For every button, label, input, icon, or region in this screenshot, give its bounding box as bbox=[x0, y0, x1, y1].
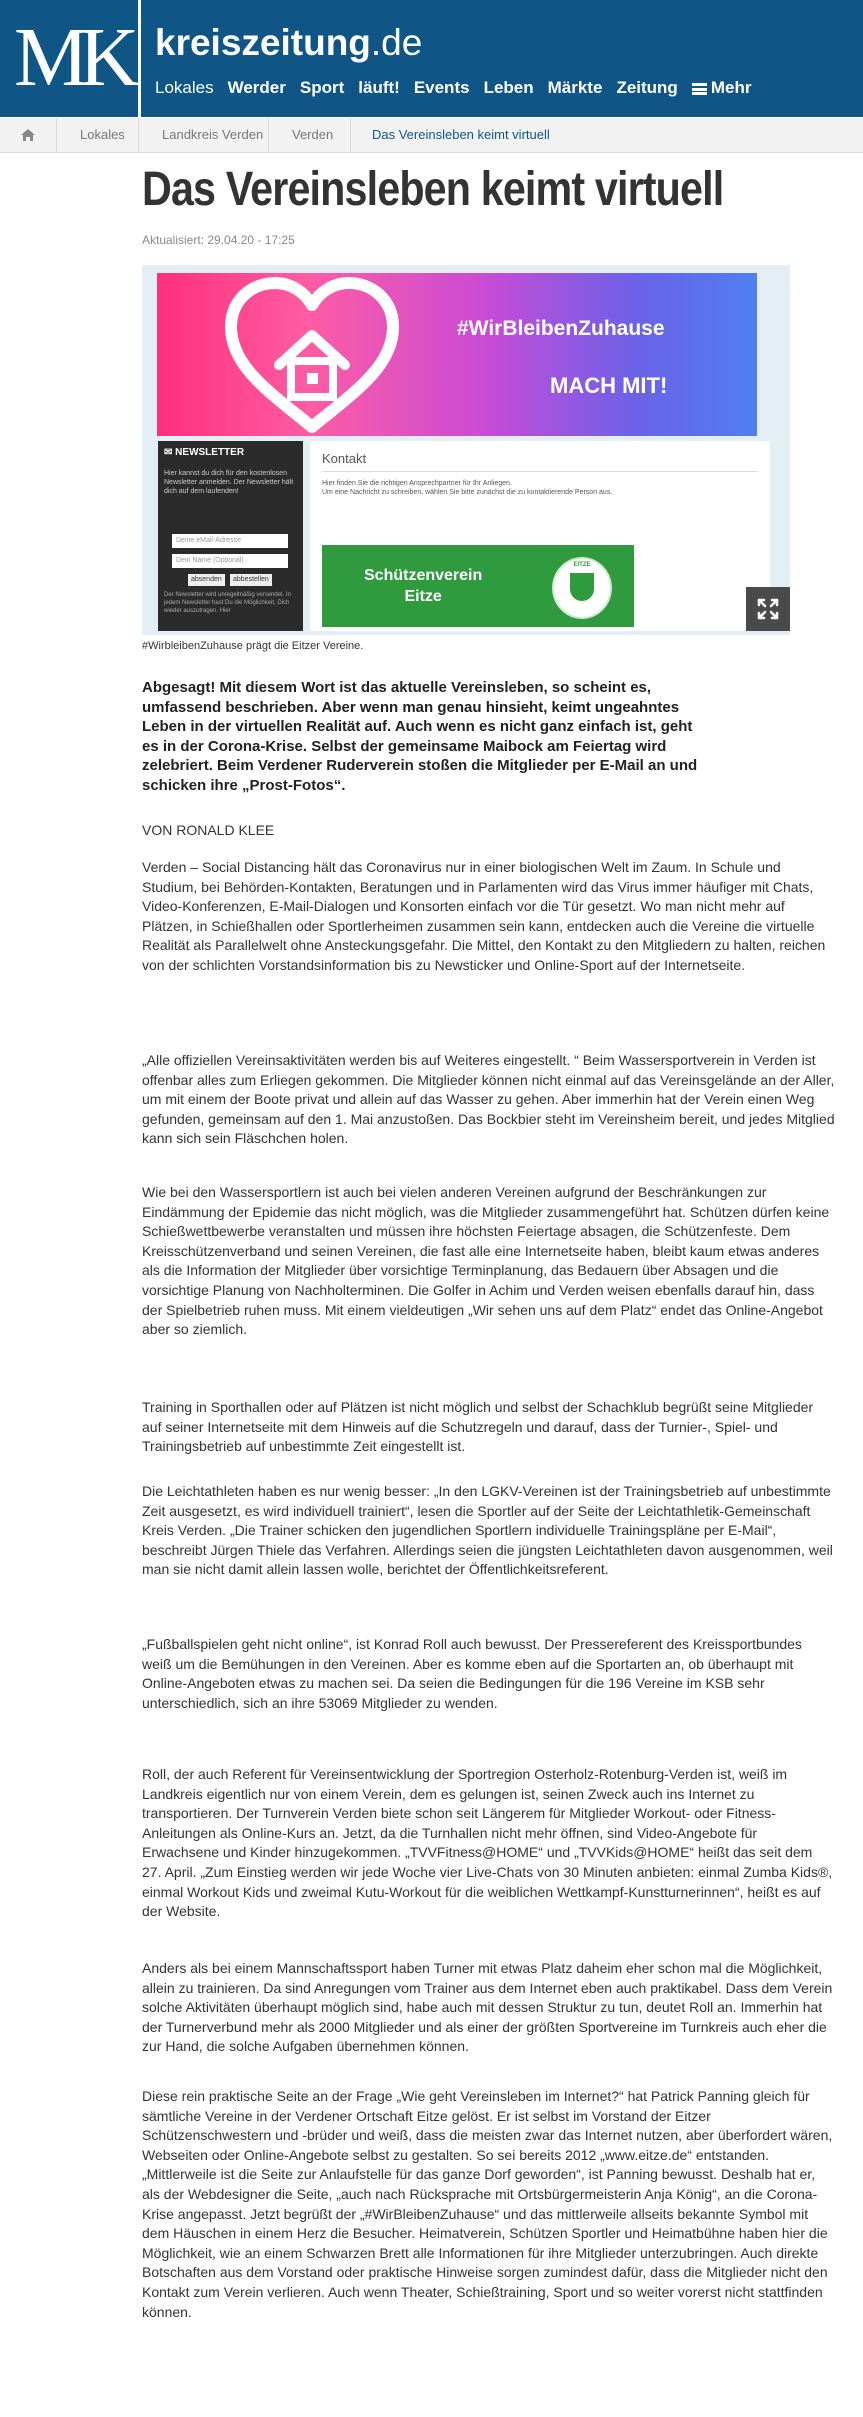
breadcrumb-separator bbox=[350, 118, 351, 152]
nav-item-mehr[interactable] bbox=[692, 78, 752, 98]
newsletter-text: Hier kannst du dich für den kostenlosen Newsletter anmelden. Der Newsletter hält dich auf dem laufenden! bbox=[164, 470, 294, 495]
contact-title: Kontakt bbox=[322, 451, 367, 466]
main-nav bbox=[155, 78, 765, 98]
newsletter-footer: Der Newsletter wird unregelmäßig versendet. In jedem Newsletter hast Du die Möglichkeit, Dich wieder auszutragen. Hier bbox=[164, 592, 292, 614]
brand-name[interactable] bbox=[155, 22, 422, 64]
article-paragraph: Die Leichtathleten haben es nur wenig besser: „In den LGKV-Vereinen ist der Trainingsbetrieb auf unbestimmte Zeit ausgesetzt, es wird individuell trainiert“, lesen die Sportler auf der Seite der Leichtathletik-Gemeinschaft Kreis Verden. „Die Trainer schicken den jugendlichen Sportlern individuelle Trainingspläne per E-Mail“, beschreibt Jürgen Thiele das Verfahren. Allerdings seien die jüngsten Leichtathleten davon ausgenommen, weil man sie nicht damit allein lassen wolle, berichtet der Öffentlichkeitsreferent. bbox=[142, 1483, 833, 1578]
breadcrumb-separator bbox=[56, 118, 57, 152]
article-paragraph: Verden – Social Distancing hält das Coronavirus nur in einer biologischen Welt im Zaum. In Schule und Studium, bei Behörden-Kontakten, Beratungen und in Parlamenten wird das Virus immer häufiger mit Chats, Video-Konferenzen, E-Mail-Dialogen und Konsorten einfach vor die Tür gesetzt. Wo man nicht mehr auf Plätzen, in Schießhallen oder Sportlerheimen zusammen sein kann, entdecken auch die Vereine die virtuelle Realität als Parallelwelt ohne Ansteckungsgefahr. Die Mittel, den Kontakt zu den Mitgliedern zu halten, reichen von der schlichten Vorstandsinformation bis zu Newsticker und Online-Sport auf der Internetseite. bbox=[142, 859, 826, 973]
breadcrumb-separator bbox=[268, 118, 269, 152]
banner-hashtag: #WirBleibenZuhause bbox=[457, 317, 665, 340]
contact-description: Hier finden Sie die richtigen Ansprechpartner für Ihr Anliegen. Um eine Nachricht zu schreiben, wählen Sie bitte zunächst die zu kontaktierende Person aus. bbox=[322, 480, 613, 496]
article-lead: Abgesagt! Mit diesem Wort ist das aktuelle Vereinsleben, so scheint es, umfassend beschrieben. Aber wenn man genau hinsieht, keimt ungeahntes Leben in der virtuellen Realität auf. Auch wenn es nicht ganz einfach ist, geht es in der Corona-Krise. Selbst der gemeinsame Maibock am Feiertag wird zelebriert. Beim Verdener Ruderverein stoßen die Mitglieder per E-Mail an und schicken ihre „Prost-Fotos“. bbox=[142, 679, 698, 794]
article-paragraph: Diese rein praktische Seite an der Frage „Wie geht Vereinsleben im Internet?“ hat Patrick Panning gleich für sämtliche Vereine in der Verdener Ortschaft Eitze gelöst. Er ist selbst im Vorstand der Eitzer Schützenschwestern und -brüder und weiß, dass die meisten zwar das Internet nutzen, aber überfordert wären, Webseiten oder Online-Angebote selbst zu gestalten. So sei bereits 2012 „www.eitze.de“ entstanden. „Mittlerweile ist die Seite zur Anlaufstelle für das ganze Dorf geworden“, ist Panning bewusst. Deshalb hat er, als der Webdesigner die Seite, „auch nach Rücksprache mit Ortsbürgermeisterin Anja König“, an die Corona-Krise angepasst. Jetzt begrüßt der „#WirBleibenZuhause“ und das mittlerweile allseits bekannte Symbol mit dem Häuschen in einem Herz die Besucher. Heimatverein, Schützen Sportler und Heimatbühne haben hier die Möglichkeit, wie an einem Schwarzen Brett alle Informationen für ihre Mitglieder unterzubringen. Auch direkte Botschaften aus dem Vorstand oder praktische Hinweise sorgen zumindest dafür, dass die Mitglieder nicht den Kontakt zum Verein verlieren. Auch wenn Theater, Schießtraining, Sport und so weiter vorerst nicht stattfinden können. bbox=[142, 2088, 833, 2320]
club-card bbox=[322, 545, 634, 627]
menu-icon bbox=[692, 83, 707, 95]
breadcrumb-item-verden[interactable]: Verden bbox=[292, 127, 334, 142]
nav-item-leben[interactable]: Leben bbox=[483, 78, 534, 97]
image-caption: #WirbleibenZuhause prägt die Eitzer Vereine. bbox=[142, 640, 364, 652]
expand-icon bbox=[746, 587, 790, 631]
brand-main: kreiszeitung bbox=[155, 22, 371, 63]
breadcrumb-item-lokales[interactable]: Lokales bbox=[80, 127, 125, 142]
article-paragraph: Training in Sporthallen oder auf Plätzen ist nicht möglich und selbst der Schachklub begrüßt seine Mitglieder auf seiner Internetseite mit dem Hinweis auf die Schutzregeln und darauf, dass der Turnier-, Spiel- und Trainingsbetrieb auf unbestimmte Zeit eingestellt ist. bbox=[142, 1399, 814, 1455]
newsletter-title: ✉ NEWSLETTER bbox=[164, 447, 245, 458]
breadcrumb-item-landkreis[interactable]: Landkreis Verden bbox=[162, 127, 264, 142]
newsletter-email-field: Deine eMail-Adresse bbox=[172, 534, 288, 548]
nav-item-sport[interactable]: Sport bbox=[299, 78, 345, 97]
club-card-text: Schützenverein Eitze bbox=[364, 567, 483, 605]
article-paragraph: „Alle offiziellen Vereinsaktivitäten werden bis auf Weiteres eingestellt. “ Beim Wassersportverein in Verden ist offenbar alles zum Erliegen gekommen. Die Mitglieder können nicht einmal auf das Vereinsgelände an der Aller, um mit einem der Boote privat und allein auf das Wasser zu gehen. Aber immerhin hat der Verein einen Weg gefunden, gemeinsam auf den 1. Mai anzustoßen. Das Bockbier steht im Vereinsheim bereit, und jedes Mitglied kann sich sein Fläschchen holen. bbox=[142, 1052, 835, 1147]
nav-item-maerkte[interactable]: Märkte bbox=[547, 78, 603, 97]
newsletter-send-button: absenden bbox=[188, 574, 225, 586]
newsletter-box bbox=[158, 441, 303, 631]
breadcrumb-item-current: Das Vereinsleben keimt virtuell bbox=[372, 127, 550, 142]
heart-house-icon bbox=[217, 269, 407, 439]
article-image[interactable] bbox=[142, 265, 790, 635]
expand-image-button[interactable] bbox=[746, 587, 790, 631]
home-icon[interactable] bbox=[20, 127, 36, 143]
site-logo[interactable] bbox=[0, 0, 141, 117]
banner-cta: MACH MIT! bbox=[550, 373, 668, 398]
image-banner bbox=[157, 273, 757, 436]
nav-item-events[interactable]: Events bbox=[413, 78, 470, 97]
nav-mehr-label: Mehr bbox=[710, 78, 752, 97]
site-header bbox=[0, 0, 863, 117]
article-author: VON RONALD KLEE bbox=[142, 822, 275, 838]
nav-item-lokales[interactable]: Lokales bbox=[155, 78, 214, 97]
breadcrumb bbox=[0, 118, 863, 153]
breadcrumb-separator bbox=[138, 118, 139, 152]
article-paragraph: Roll, der auch Referent für Vereinsentwicklung der Sportregion Osterholz-Rotenburg-Verden ist, weiß im Landkreis eigentlich nur von einem Verein, dem es gelungen ist, seinen Zweck auch ins Internet zu transportieren. Der Turnverein Verden biete schon seit Längerem für Mitglieder Workout- oder Fitness-Anleitungen als Online-Kurs an. Jetzt, da die Turnhallen nicht mehr öffnen, sind Video-Angebote für Erwachsene und Kinder hinzugekommen. „TVVFitness@HOME“ und „TVVKids@HOME“ heißt das seit dem 27. April. „Zum Einstieg werden wir jede Woche vier Live-Chats von 30 Minuten anbieten: einmal Zumba Kids®, einmal Workout Kids und zweimal Kutu-Workout für die weiblichen Wettkampf-Kunstturnerinnen“, heißt es auf der Website. bbox=[142, 1766, 833, 1920]
brand-tld: .de bbox=[370, 22, 423, 63]
article-updated: Aktualisiert: 29.04.20 - 17:25 bbox=[142, 233, 295, 247]
nav-item-zeitung[interactable]: Zeitung bbox=[616, 78, 678, 97]
nav-item-werder[interactable]: Werder bbox=[227, 78, 286, 97]
article-paragraph: Wie bei den Wassersportlern ist auch bei vielen anderen Vereinen aufgrund der Beschränkungen zur Eindämmung der Epidemie das nicht möglich, was die Mitglieder zusammengeführt hat. Schützen dürfen keine Schießwettbewerbe veranstalten und müssen ihre höchsten Feiertage absagen, die Schützenfeste. Dem Kreisschützenverband und seinen Vereinen, die fast alle eine Internetseite haben, bleibt kaum etwas anderes als die Information der Mitglieder über vorsichtige Terminplanung, das Bedauern über Absagen und die vorsichtige Planung von Nachholterminen. Die Golfer in Achim und Verden weisen ebenfalls darauf hin, dass der Spielbetrieb ruhen muss. Mit einem vieldeutigen „Wir sehen uns auf dem Platz“ endet das Online-Angebot aber so ziemlich. bbox=[142, 1184, 830, 1338]
newsletter-name-field: Dein Name (Optional) bbox=[172, 554, 288, 568]
article-title: Das Vereinsleben keimt virtuell bbox=[142, 163, 724, 216]
article-paragraph: Anders als bei einem Mannschaftssport haben Turner mit etwas Platz daheim eher schon mal die Möglichkeit, allein zu trainieren. Da sind Anregungen vom Trainer aus dem Internet eben auch praktikabel. Dass dem Verein solche Aktivitäten überhaupt möglich sind, habe auch mit dessen Struktur zu tun, deutet Roll an. Immerhin hat der Turnerverbund mehr als 2000 Mitglieder und als einer der größten Sportvereine im Turnkreis auch eher die zur Hand, die solche Aufgaben übernehmen können. bbox=[142, 1960, 833, 2055]
divider bbox=[322, 471, 758, 472]
logo-text: MK bbox=[14, 11, 130, 104]
nav-item-laeuft[interactable]: läuft! bbox=[358, 78, 400, 97]
contact-panel bbox=[310, 441, 770, 631]
article-paragraph: „Fußballspielen geht nicht online“, ist Konrad Roll auch bewusst. Der Pressereferent des Kreissportbundes weiß um die Bemühungen in den Vereinen. Aber es komme eben auf die Sportarten an, ob überhaupt mit Online-Angeboten etwas zu machen sei. Da seien die Bedingungen für die 196 Vereine im KSB sehr unterschiedlich, sich an ihre 53069 Mitglieder zu wenden. bbox=[142, 1636, 802, 1711]
club-crest-icon: EITZE bbox=[552, 557, 612, 619]
newsletter-unsubscribe-button: abbestellen bbox=[230, 574, 272, 586]
